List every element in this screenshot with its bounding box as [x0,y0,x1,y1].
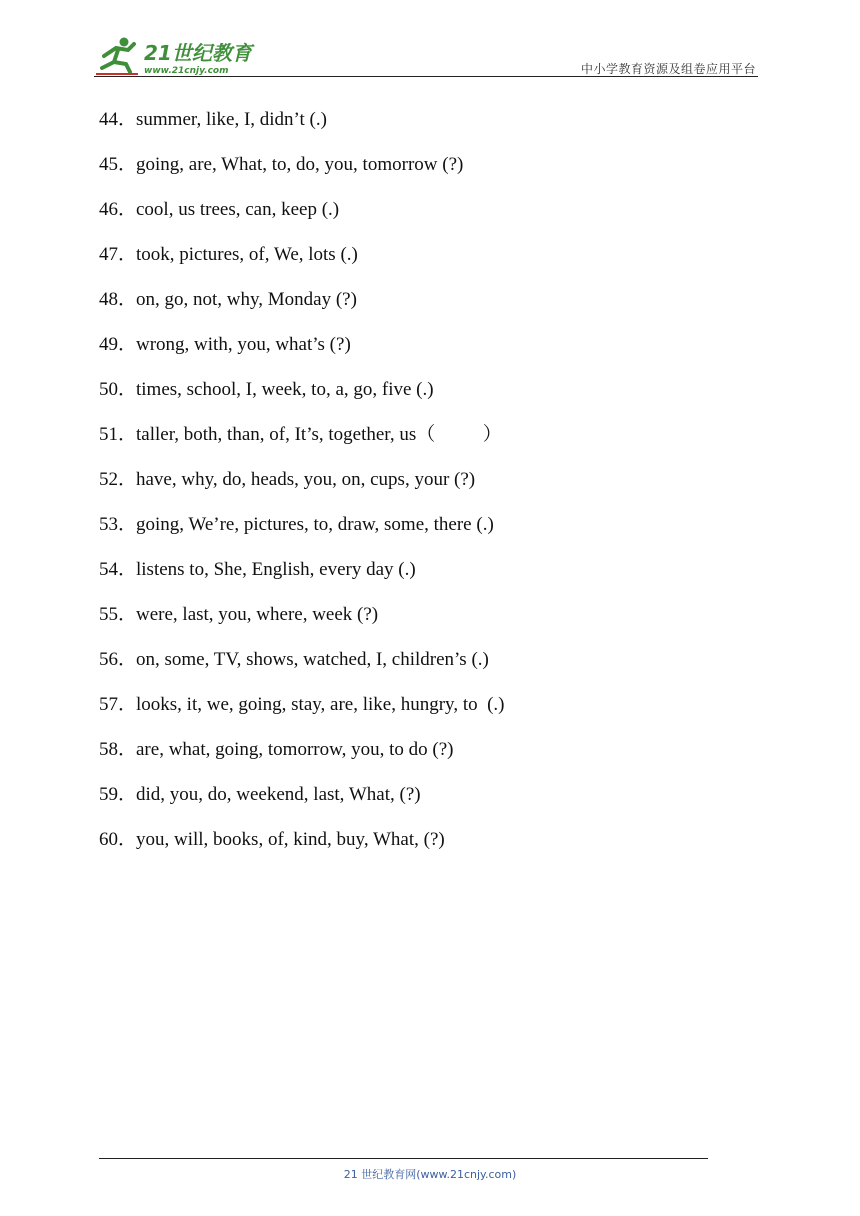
question-number: 48 [99,289,118,310]
question-separator: ． [118,154,138,175]
question-number: 58 [99,739,118,760]
question-item [99,828,505,873]
question-number: 56 [99,649,118,670]
question-text: looks, it, we, going, stay, are, like, hungry, to (.) [136,694,505,715]
question-item [99,783,505,828]
question-text: took, pictures, of, We, lots (.) [136,244,358,265]
question-item [99,423,505,468]
question-text: going, We’re, pictures, to, draw, some, there (.) [136,514,494,535]
question-separator: ． [118,109,138,130]
question-number: 54 [99,559,118,580]
question-separator: ． [118,379,138,400]
question-text: were, last, you, where, week (?) [136,604,379,625]
question-text: are, what, going, tomorrow, you, to do (?) [136,739,454,760]
question-text: cool, us trees, can, keep (.) [136,199,340,220]
question-item [99,513,505,558]
question-number: 55 [99,604,118,625]
question-item [99,198,505,243]
question-item [99,243,505,288]
question-separator: ． [118,199,138,220]
header-platform-text: 中小学教育资源及组卷应用平台 [580,62,756,76]
page-header [0,0,860,80]
question-item [99,288,505,333]
question-separator: ． [118,424,138,445]
question-item [99,558,505,603]
footer-divider [99,1158,708,1159]
question-text: on, some, TV, shows, watched, I, children’s (.) [136,649,489,670]
question-item [99,648,505,693]
footer-site-text: 21 世纪教育网(www.21cnjy.com) [343,1168,517,1181]
question-number: 49 [99,334,118,355]
question-number: 59 [99,784,118,805]
question-item [99,153,505,198]
question-separator: ． [118,469,138,490]
logo-main-text: 21世纪教育 [144,41,252,65]
question-separator: ． [118,334,138,355]
question-separator: ． [118,649,138,670]
question-number: 45 [99,154,118,175]
question-text: going, are, What, to, do, you, tomorrow (?) [136,154,464,175]
question-item [99,738,505,783]
question-list [99,108,505,873]
question-text: you, will, books, of, kind, buy, What, (?) [136,829,445,850]
logo-sub-text: www.21cnjy.com [144,66,229,76]
question-item [99,333,505,378]
question-separator: ． [118,289,138,310]
question-number: 44 [99,109,118,130]
question-text: summer, like, I, didn’t (.) [136,109,327,130]
question-separator: ． [118,604,138,625]
question-number: 51 [99,424,118,445]
question-item [99,693,505,738]
question-text: listens to, She, English, every day (.) [136,559,416,580]
logo-runner-icon [94,34,264,78]
question-number: 47 [99,244,118,265]
question-item [99,108,505,153]
question-number: 57 [99,694,118,715]
question-separator: ． [118,829,138,850]
question-number: 60 [99,829,118,850]
question-number: 50 [99,379,118,400]
question-separator: ． [118,739,138,760]
question-separator: ． [118,694,138,715]
question-item [99,603,505,648]
question-number: 52 [99,469,118,490]
question-number: 46 [99,199,118,220]
question-text: on, go, not, why, Monday (?) [136,289,357,310]
question-item [99,468,505,513]
site-logo [94,34,264,78]
question-separator: ． [118,784,138,805]
header-divider [94,76,758,77]
question-number: 53 [99,514,118,535]
question-text: taller, both, than, of, It’s, together, us（ ） [136,424,502,445]
question-text: did, you, do, weekend, last, What, (?) [136,784,421,805]
question-item [99,378,505,423]
question-text: have, why, do, heads, you, on, cups, your (?) [136,469,476,490]
question-separator: ． [118,514,138,535]
question-text: times, school, I, week, to, a, go, five (.) [136,379,434,400]
question-separator: ． [118,244,138,265]
question-text: wrong, with, you, what’s (?) [136,334,351,355]
question-separator: ． [118,559,138,580]
